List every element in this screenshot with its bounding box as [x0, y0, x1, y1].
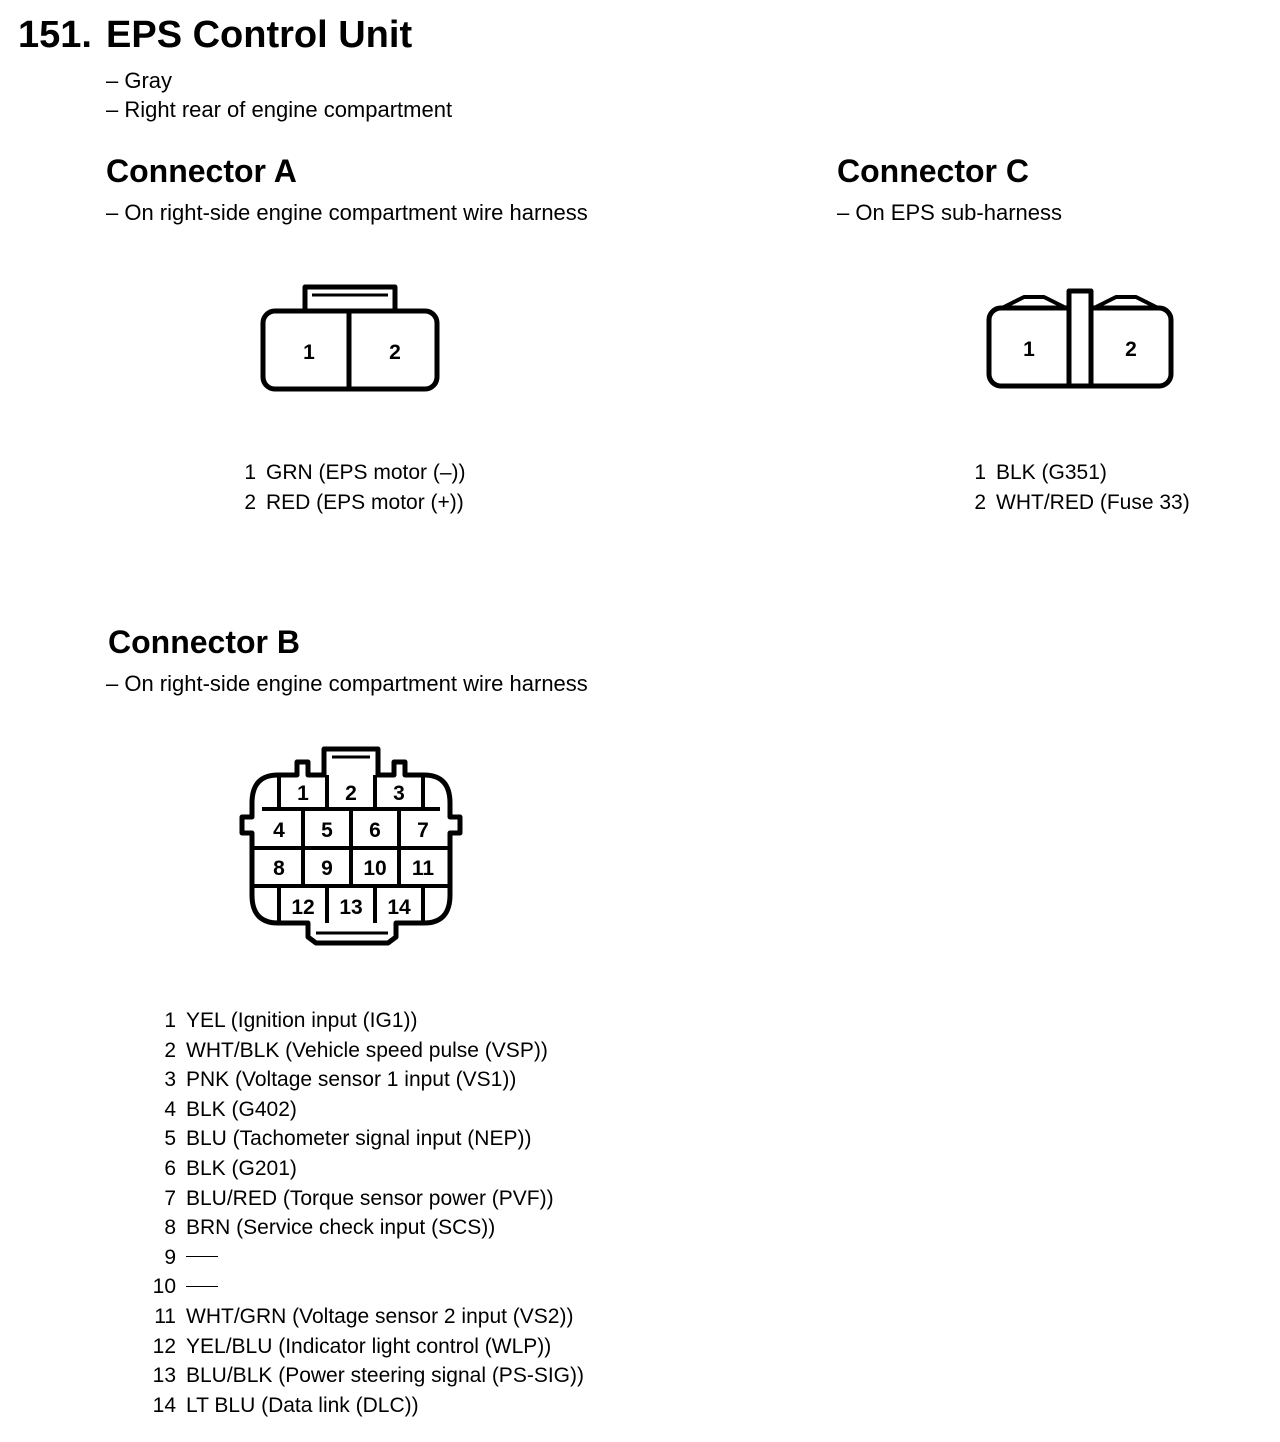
- pin-row: [140, 1036, 584, 1066]
- connector-b-pin-14-label: 14: [387, 896, 411, 919]
- connector-b-pin-9-label: 9: [321, 857, 333, 880]
- connector-b-pin-13-label: 13: [339, 896, 363, 919]
- pin-row: [140, 1184, 584, 1214]
- pin-description: BLK (G201): [186, 1156, 297, 1180]
- connector-b-pin-4-label: 4: [273, 819, 285, 842]
- pin-description: YEL (Ignition input (IG1)): [186, 1009, 418, 1032]
- connector-c-diagram: [980, 280, 1180, 400]
- pin-number: 2: [974, 490, 986, 514]
- pin-number: 2: [244, 490, 256, 514]
- pin-description: BLU/RED (Torque sensor power (PVF)): [186, 1186, 554, 1210]
- connector-a-latch: [305, 287, 395, 311]
- pin-description: RED (EPS motor (+)): [266, 490, 464, 514]
- section-number: 151.: [18, 14, 92, 56]
- pin-unused-dash: [176, 1272, 218, 1302]
- pin-row: [140, 1272, 584, 1302]
- connector-b-pin-7-label: 7: [417, 819, 429, 842]
- pin-row: [140, 1213, 584, 1243]
- pin-row: [140, 1361, 584, 1391]
- pin-row: [140, 1243, 584, 1273]
- connector-b-location: – On right-side engine compartment wire harness: [106, 671, 588, 696]
- connector-b-pin-1-label: 1: [297, 782, 309, 805]
- pin-number: 10: [152, 1275, 176, 1299]
- pin-row: [140, 1006, 584, 1036]
- pin-row: [140, 1332, 584, 1362]
- pin-row: [140, 1065, 584, 1095]
- connector-b-pin-11-label: 11: [411, 857, 435, 880]
- connector-c-pin-1-label: 1: [1023, 338, 1035, 361]
- connector-c-center-key: [1069, 291, 1091, 386]
- connector-c-pin-list: [960, 458, 1190, 517]
- section-title: EPS Control Unit: [106, 14, 413, 56]
- pin-description: PNK (Voltage sensor 1 input (VS1)): [186, 1068, 517, 1092]
- page-title: [18, 14, 412, 57]
- connector-a-pin-2-label: 2: [389, 341, 401, 364]
- pin-description: BLK (G351): [996, 461, 1107, 484]
- pin-description: WHT/RED (Fuse 33): [996, 490, 1190, 514]
- connector-b-pin-3-label: 3: [393, 782, 405, 805]
- pin-row: [140, 1124, 584, 1154]
- pin-description: WHT/GRN (Voltage sensor 2 input (VS2)): [186, 1304, 574, 1328]
- pin-number: 5: [164, 1127, 176, 1151]
- pin-number: 9: [164, 1245, 176, 1269]
- connector-b-title: Connector B: [108, 624, 300, 660]
- connector-b-pin-2-label: 2: [345, 782, 357, 805]
- pin-number: 7: [164, 1186, 176, 1210]
- color-detail: – Gray: [106, 68, 173, 93]
- connector-a-pin-list: [230, 458, 466, 517]
- pin-number: 4: [164, 1097, 176, 1121]
- pin-number: 13: [152, 1364, 176, 1388]
- connector-a-diagram: [250, 275, 450, 405]
- pin-description: WHT/BLK (Vehicle speed pulse (VSP)): [186, 1038, 548, 1062]
- pin-row: [140, 1391, 584, 1421]
- pin-number: 2: [164, 1038, 176, 1062]
- connector-b-pin-6-label: 6: [369, 819, 381, 842]
- pin-row: [140, 1154, 584, 1184]
- connector-b-pin-10-label: 10: [363, 857, 387, 880]
- connector-c-pin-2-label: 2: [1125, 338, 1137, 361]
- pin-row: [140, 1302, 584, 1332]
- pin-number: 8: [164, 1216, 176, 1240]
- connector-b-pin-12-label: 12: [291, 896, 315, 919]
- connector-c-title: Connector C: [837, 153, 1029, 189]
- pin-description: GRN (EPS motor (–)): [266, 461, 466, 484]
- pin-number: 3: [164, 1068, 176, 1092]
- pin-description: BLU/BLK (Power steering signal (PS-SIG)): [186, 1364, 584, 1388]
- pin-number: 12: [152, 1334, 176, 1358]
- connector-a-location: – On right-side engine compartment wire harness: [106, 200, 588, 225]
- connector-a-title: Connector A: [106, 153, 297, 189]
- connector-b-diagram: [238, 745, 464, 951]
- connector-b-pin-5-label: 5: [321, 819, 333, 842]
- pin-description: BLK (G402): [186, 1097, 297, 1121]
- pin-number: 11: [154, 1304, 176, 1328]
- connector-b-pin-list: [140, 1006, 584, 1420]
- connector-b-pin-8-label: 8: [273, 857, 285, 880]
- connector-a-pin-1-label: 1: [303, 341, 315, 364]
- pin-description: LT BLU (Data link (DLC)): [186, 1393, 419, 1417]
- pin-description: BRN (Service check input (SCS)): [186, 1216, 496, 1240]
- pin-unused-dash: [176, 1243, 218, 1273]
- pin-row: [230, 488, 466, 518]
- pin-description: BLU (Tachometer signal input (NEP)): [186, 1127, 532, 1151]
- pin-row: [140, 1095, 584, 1125]
- pin-number: 1: [974, 461, 986, 484]
- pin-number: 14: [152, 1393, 176, 1417]
- pin-row: [960, 488, 1190, 518]
- pin-row: [960, 458, 1190, 488]
- connector-c-location: – On EPS sub-harness: [837, 200, 1063, 225]
- pin-number: 1: [164, 1009, 176, 1032]
- location-detail: – Right rear of engine compartment: [106, 97, 453, 122]
- pin-description: YEL/BLU (Indicator light control (WLP)): [186, 1334, 552, 1358]
- pin-number: 6: [164, 1156, 176, 1180]
- pin-number: 1: [244, 461, 256, 484]
- pin-row: [230, 458, 466, 488]
